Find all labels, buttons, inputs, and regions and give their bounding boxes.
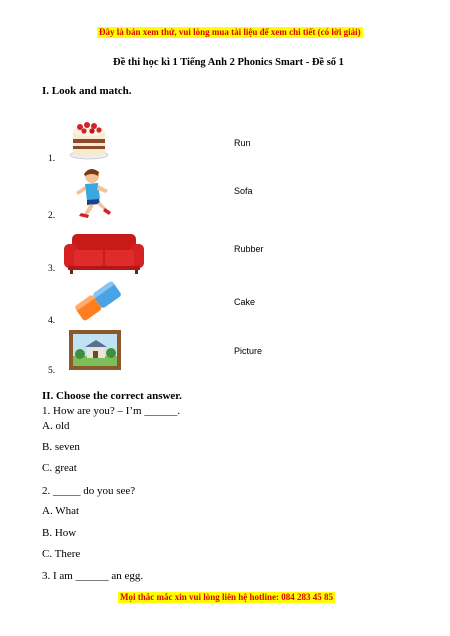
hotline-notice: Mọi thắc mắc xin vui lòng liên hệ hotline: 084 283 45 85	[120, 592, 334, 602]
runner-icon	[68, 166, 122, 220]
item-number-2: 2.	[48, 211, 56, 221]
match-word-1: Run	[234, 138, 251, 148]
option-1a: A. old	[42, 420, 70, 432]
option-2c: C. There	[42, 548, 81, 560]
match-word-2: Sofa	[234, 186, 253, 196]
section-heading-look-match: I. Look and match.	[42, 85, 132, 97]
question-3: 3. I am ______ an egg.	[42, 570, 144, 582]
question-2: 2. _____ do you see?	[42, 485, 136, 497]
option-2a: A. What	[42, 505, 80, 517]
option-2b: B. How	[42, 527, 77, 539]
sofa-icon	[62, 230, 146, 276]
framed-picture-icon	[69, 330, 121, 370]
match-word-5: Picture	[234, 346, 263, 356]
preview-notice: Đây là bản xem thử, vui lòng mua tài liệu để xem chi tiết (có lời giải)	[99, 27, 361, 37]
match-word-3: Rubber	[234, 244, 264, 254]
item-number-3: 3.	[48, 264, 56, 274]
option-1c: C. great	[42, 462, 77, 474]
question-1: 1. How are you? – I’m ______.	[42, 405, 181, 417]
section-heading-choose-answer: II. Choose the correct answer.	[42, 390, 182, 402]
match-word-4: Cake	[234, 297, 256, 307]
page-title: Đề thi học kì 1 Tiếng Anh 2 Phonics Smart - Đề số 1	[113, 57, 344, 68]
item-number-4: 4.	[48, 316, 56, 326]
item-number-1: 1.	[48, 154, 56, 164]
cake-icon	[66, 115, 112, 161]
item-number-5: 5.	[48, 366, 56, 376]
eraser-icon	[72, 280, 124, 322]
option-1b: B. seven	[42, 441, 80, 453]
